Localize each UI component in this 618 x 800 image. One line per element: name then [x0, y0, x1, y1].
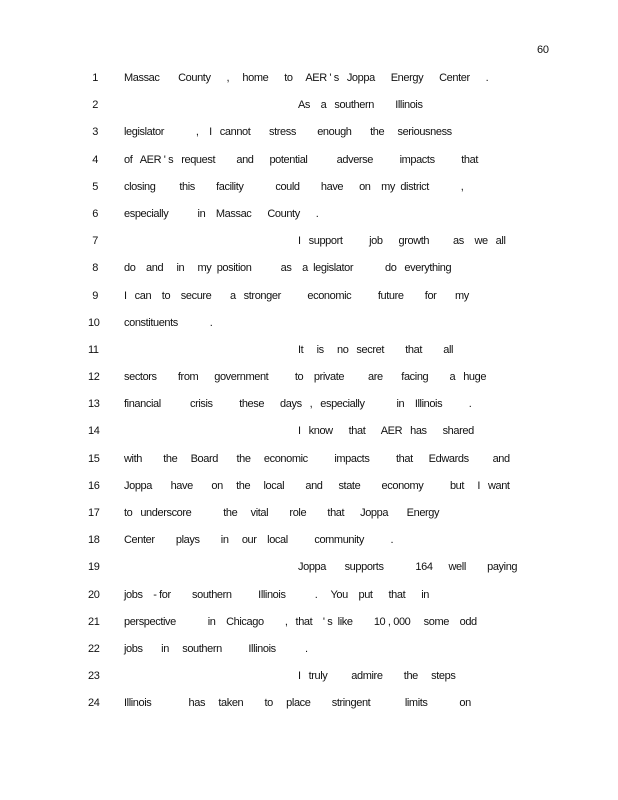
- transcript-line: [0, 643, 618, 670]
- line-text: It is no secret that all: [298, 343, 454, 356]
- line-text: financial crisis these days , especially in Illinois .: [124, 398, 472, 411]
- line-text: Illinois has taken to place stringent limits on: [124, 697, 471, 710]
- line-number: 21: [88, 615, 100, 628]
- line-text: jobs - for southern Illinois . You put that in: [124, 588, 429, 601]
- line-number: 18: [88, 534, 100, 547]
- line-text: legislator , I cannot stress enough the seriousness: [124, 126, 452, 139]
- transcript-line: [0, 398, 618, 425]
- transcript-line: [0, 589, 618, 616]
- line-number: 6: [92, 207, 98, 220]
- transcript-line: [0, 425, 618, 452]
- line-number: 23: [88, 670, 100, 683]
- transcript-line: [0, 371, 618, 398]
- transcript-line: [0, 534, 618, 561]
- line-number: 9: [92, 289, 98, 302]
- line-text: I know that AER has shared: [298, 425, 474, 438]
- transcript-line: [0, 507, 618, 534]
- line-number: 16: [88, 479, 100, 492]
- line-text: constituents .: [124, 316, 213, 329]
- transcript-line: [0, 235, 618, 262]
- transcript-line: [0, 262, 618, 289]
- line-number: 22: [88, 642, 100, 655]
- transcript-line: [0, 154, 618, 181]
- transcript-line: [0, 290, 618, 317]
- transcript-line: [0, 453, 618, 480]
- line-number: 20: [88, 588, 100, 601]
- transcript-line: [0, 670, 618, 697]
- line-number: 4: [92, 153, 98, 166]
- page-number: 60: [537, 44, 549, 56]
- transcript-line: [0, 99, 618, 126]
- line-number: 15: [88, 452, 100, 465]
- line-text: Center plays in our local community .: [124, 534, 394, 547]
- transcript-line: [0, 344, 618, 371]
- line-text: with the Board the economic impacts that Edwards and: [124, 452, 510, 465]
- transcript-line: [0, 126, 618, 153]
- transcript-line: [0, 208, 618, 235]
- line-number: 10: [88, 316, 100, 329]
- line-number: 19: [88, 561, 100, 574]
- line-number: 5: [92, 180, 98, 193]
- line-text: Massac County , home to AER ' s Joppa Energy Center .: [124, 72, 489, 84]
- line-text: I can to secure a stronger economic future for my: [124, 289, 469, 302]
- line-number: 1: [92, 72, 98, 84]
- transcript-body: [0, 72, 618, 725]
- line-text: I truly admire the steps: [298, 670, 456, 683]
- line-text: perspective in Chicago , that ' s like 10 , 000 some odd: [124, 615, 477, 628]
- line-number: 7: [92, 235, 98, 248]
- line-number: 11: [88, 343, 99, 356]
- line-number: 12: [88, 371, 100, 384]
- line-text: closing this facility could have on my district ,: [124, 180, 464, 193]
- line-text: of AER ' s request and potential adverse impacts that: [124, 153, 478, 166]
- line-text: I support job growth as we all: [298, 235, 506, 248]
- line-number: 2: [92, 99, 98, 112]
- line-number: 8: [92, 262, 98, 275]
- line-text: to underscore the vital role that Joppa Energy: [124, 507, 440, 519]
- line-text: especially in Massac County .: [124, 207, 319, 220]
- transcript-line: [0, 317, 618, 344]
- line-number: 14: [88, 425, 100, 438]
- transcript-line: [0, 72, 618, 99]
- line-text: sectors from government to private are facing a huge: [124, 371, 487, 384]
- transcript-line: [0, 480, 618, 507]
- line-number: 24: [88, 697, 100, 710]
- line-text: As a southern Illinois: [298, 99, 423, 112]
- transcript-line: [0, 697, 618, 724]
- line-text: do and in my position as a legislator do everything: [124, 262, 452, 275]
- line-text: jobs in southern Illinois .: [124, 642, 308, 655]
- line-number: 17: [88, 507, 100, 519]
- line-number: 3: [92, 126, 98, 139]
- transcript-line: [0, 561, 618, 588]
- transcript-line: [0, 181, 618, 208]
- line-number: 13: [88, 398, 100, 411]
- line-text: Joppa have on the local and state economy but I want: [124, 479, 510, 492]
- transcript-line: [0, 616, 618, 643]
- line-text: Joppa supports 164 well paying: [298, 561, 518, 574]
